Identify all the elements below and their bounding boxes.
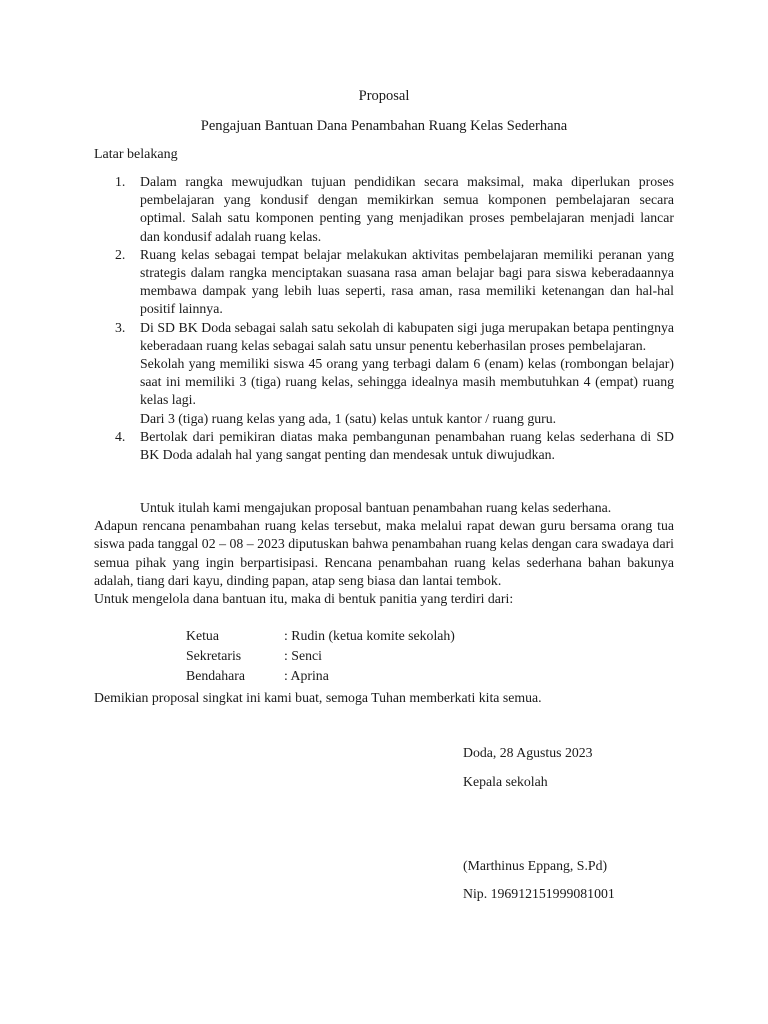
committee-member: : Rudin (ketua komite sekolah) [284, 628, 455, 643]
background-list [94, 173, 674, 464]
signature-nip: Nip. 196912151999081001 [463, 886, 615, 901]
signature-name: (Marthinus Eppang, S.Pd) [463, 858, 608, 873]
paragraph-plan: Adapun rencana penambahan ruang kelas tersebut, maka melalui rapat dewan guru bersama orang tua siswa pada tanggal 02 – 08 – 2023 diputuskan bahwa penambahan ruang kelas dengan cara swadaya dari semua pihak yang ingin berpartisipasi. Rencana penambahan ruang kelas sederhana bahan bakunya adalah, tiang dari kayu, dinding papan, atap seng biasa dan lantai tembok. [94, 518, 674, 588]
list-item-number: 2. [115, 246, 126, 262]
list-item-text: Dalam rangka mewujudkan tujuan pendidikan secara maksimal, maka diperlukan proses pembelajaran yang kondusif dengan memikirkan semua komponen pembelajaran secara optimal. Salah satu komponen penting yang menjadikan proses pembelajaran menjadi lancar dan kondusif adalah ruang kelas. [140, 174, 674, 244]
committee-member: : Aprina [284, 668, 329, 683]
document-title: Proposal [358, 88, 410, 104]
committee-row [186, 666, 455, 686]
list-item-number: 4. [115, 428, 126, 444]
committee-list [186, 626, 455, 686]
committee-role: Sekretaris [186, 648, 242, 663]
paragraph-committee-intro: Untuk mengelola dana bantuan itu, maka di bentuk panitia yang terdiri dari: [94, 591, 514, 607]
list-item-text: Bertolak dari pemikiran diatas maka pembangunan penambahan ruang kelas sederhana di SD BK Doda adalah hal yang sangat penting dan mendesak untuk diwujudkan. [140, 428, 674, 463]
list-item [94, 428, 674, 464]
committee-row [186, 626, 455, 646]
list-item-text: Ruang kelas sebagai tempat belajar melakukan aktivitas pembelajaran memiliki peranan yang strategis dalam rangka menciptakan suasana rasa aman belajar bagi para siswa keberadaannya membawa dampak yang lebih luas seperti, rasa aman, rasa memiliki ketenangan dan hal-hal positif lainnya. [140, 246, 674, 317]
list-item-text: Dari 3 (tiga) ruang kelas yang ada, 1 (satu) kelas untuk kantor / ruang guru. [140, 410, 557, 426]
committee-row [186, 646, 455, 666]
list-item [94, 319, 674, 428]
committee-member: : Senci [284, 648, 322, 663]
committee-role: Ketua [186, 628, 219, 643]
list-item-text: Di SD BK Doda sebagai salah satu sekolah di kabupaten sigi juga merupakan betapa pentingnya keberadaan ruang kelas sebagai salah satu unsur penentu keberhasilan proses pembelajaran. [140, 319, 674, 353]
list-item-text: Sekolah yang memiliki siswa 45 orang yang terbagi dalam 6 (enam) kelas (rombongan belajar) saat ini memiliki 3 (tiga) ruang kelas, sehingga idealnya masih membutuhkan 4 (empat) ruang kelas lagi. [140, 356, 674, 408]
document-subtitle: Pengajuan Bantuan Dana Penambahan Ruang Kelas Sederhana [200, 118, 568, 134]
list-item [94, 173, 674, 246]
closing-statement: Demikian proposal singkat ini kami buat, semoga Tuhan memberkati kita semua. [94, 690, 542, 705]
list-item-number: 3. [115, 319, 126, 335]
signature-position: Kepala sekolah [463, 774, 548, 789]
list-item [94, 246, 674, 319]
section-label-background: Latar belakang [94, 147, 178, 162]
signature-place-date: Doda, 28 Agustus 2023 [463, 745, 593, 760]
paragraph-intro: Untuk itulah kami mengajukan proposal bantuan penambahan ruang kelas sederhana. [140, 500, 612, 515]
body-paragraphs [94, 499, 674, 608]
committee-role: Bendahara [186, 668, 245, 683]
list-item-number: 1. [115, 174, 126, 189]
